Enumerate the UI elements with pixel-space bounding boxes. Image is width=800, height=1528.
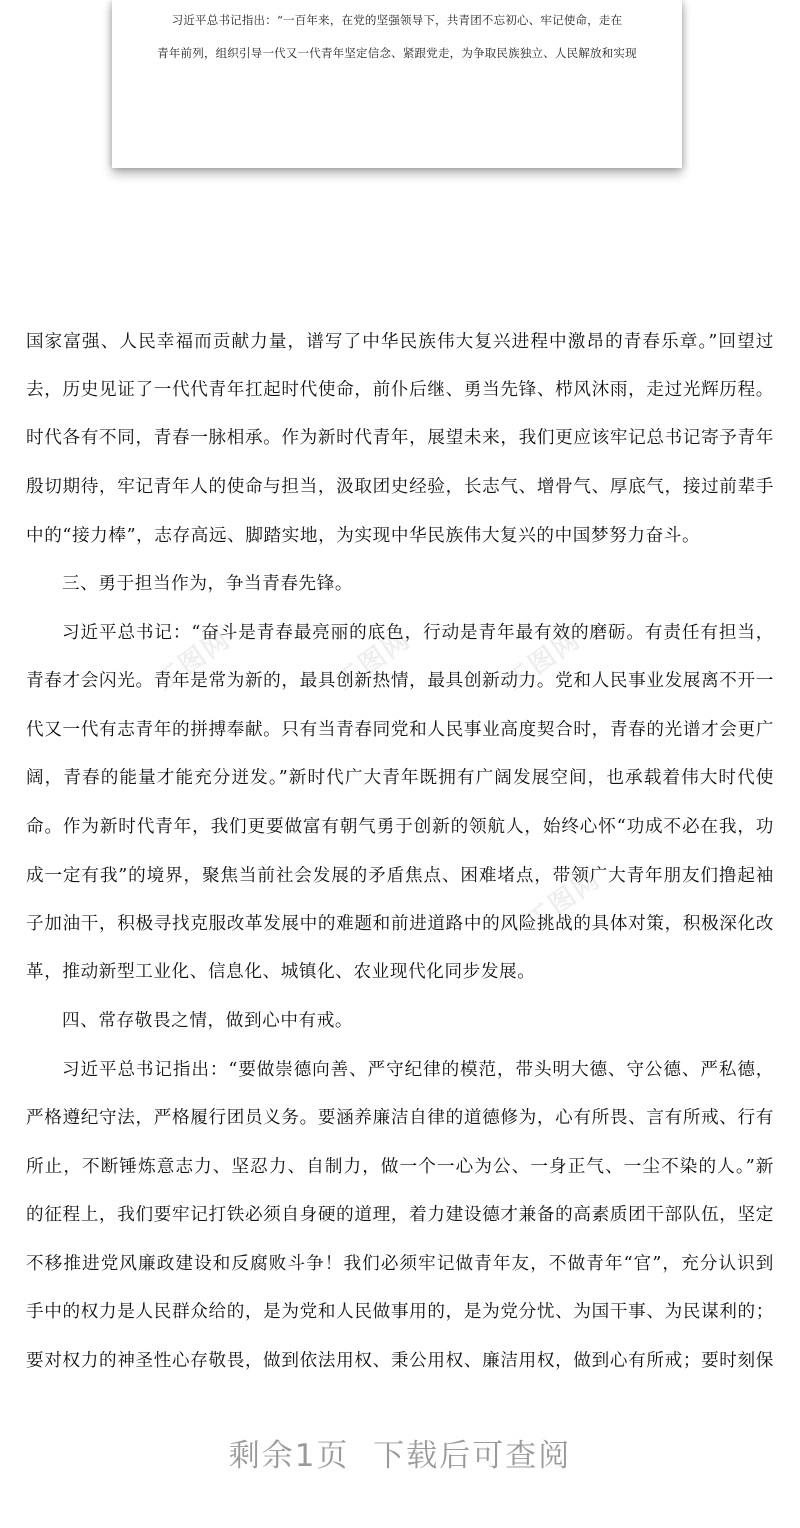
download-hint-label: 下载后可查阅 xyxy=(373,1438,572,1474)
text-line: 中的“接力棒”，志存高远、脚踏实地，为实现中华民族伟大复兴的中国梦努力奋斗。 xyxy=(26,526,701,546)
watermark: 工图网 xyxy=(150,624,237,697)
text-line: 命。作为新时代青年，我们更要做富有朝气勇于创新的领航人，始终心怀“功成不必在我，功 xyxy=(26,817,774,837)
text-line: 阔，青春的能量才能充分迸发。”新时代广大青年既拥有广阔发展空间，也承载着伟大时代使 xyxy=(26,768,774,788)
text-line: 殷切期待，牢记青年人的使命与担当，汲取团史经验，长志气、增骨气、厚底气，接过前辈手 xyxy=(26,477,774,497)
text-line: 要对权力的神圣性心存敬畏，做到依法用权、秉公用权、廉洁用权，做到心有所戒；要时刻保 xyxy=(26,1351,774,1371)
text-line: 子加油干，积极寻找克服改革发展中的难题和前进道路中的风险挑战的具体对策，积极深化改 xyxy=(26,914,774,934)
text-line: 去，历史见证了一代代青年扛起时代使命，前仆后继、勇当先锋、栉风沐雨，走过光辉历程。 xyxy=(26,380,774,400)
watermark: 工图网 xyxy=(500,624,587,697)
preview-page-card xyxy=(112,0,682,168)
text-line: 青春才会闪光。青年是常为新的，最具创新热情，最具创新动力。党和人民事业发展离不开一 xyxy=(26,671,774,691)
remaining-pages-label: 剩余1页 xyxy=(228,1438,350,1474)
preview-line-1: 习近平总书记指出：“一百年来，在党的坚强领导下，共青团不忘初心、牢记使命，走在 xyxy=(171,13,623,27)
text-line: 成一定有我”的境界，聚焦当前社会发展的矛盾焦点、困难堵点，带领广大青年朋友们撸起袖 xyxy=(26,866,774,886)
text-line: 手中的权力是人民群众给的，是为党和人民做事用的，是为党分忧、为国干事、为民谋利的； xyxy=(26,1302,774,1322)
text-line: 时代各有不同，青春一脉相承。作为新时代青年，展望未来，我们更应该牢记总书记寄予青年 xyxy=(26,428,774,448)
text-line: 代又一代有志青年的拼搏奉献。只有当青春同党和人民事业高度契合时，青春的光谱才会更广 xyxy=(26,720,774,740)
watermark: 工图网 xyxy=(520,864,607,937)
text-line: 习近平总书记指出：“要做崇德向善、严守纪律的模范，带头明大德、守公德、严私德， xyxy=(62,1060,774,1080)
text-line: 不移推进党风廉政建设和反腐败斗争！我们必须牢记做青年友，不做青年“官”，充分认识到 xyxy=(26,1254,774,1274)
section-heading-3: 三、勇于担当作为，争当青春先锋。 xyxy=(62,574,354,594)
watermark: 工图网 xyxy=(330,624,417,697)
text-line: 革，推动新型工业化、信息化、城镇化、农业现代化同步发展。 xyxy=(26,962,536,982)
download-prompt[interactable] xyxy=(0,1430,800,1475)
section-heading-4: 四、常存敬畏之情，做到心中有戒。 xyxy=(62,1011,354,1031)
text-line: 严格遵纪守法，严格履行团员义务。要涵养廉洁自律的道德修为，心有所畏、言有所戒、行有 xyxy=(26,1108,774,1128)
text-line: 的征程上，我们要牢记打铁必须自身硬的道理，着力建设德才兼备的高素质团干部队伍，坚定 xyxy=(26,1205,774,1225)
text-line: 所止，不断锤炼意志力、坚忍力、自制力，做一个一心为公、一身正气、一尘不染的人。”新 xyxy=(26,1157,774,1177)
text-line: 习近平总书记：“奋斗是青春最亮丽的底色，行动是青年最有效的磨砺。有责任有担当， xyxy=(62,623,774,643)
preview-line-2: 青年前列，组织引导一代又一代青年坚定信念、紧跟党走，为争取民族独立、人民解放和实现 xyxy=(157,46,637,60)
text-line: 国家富强、人民幸福而贡献力量，谱写了中华民族伟大复兴进程中激昂的青春乐章。”回望过 xyxy=(26,332,774,352)
